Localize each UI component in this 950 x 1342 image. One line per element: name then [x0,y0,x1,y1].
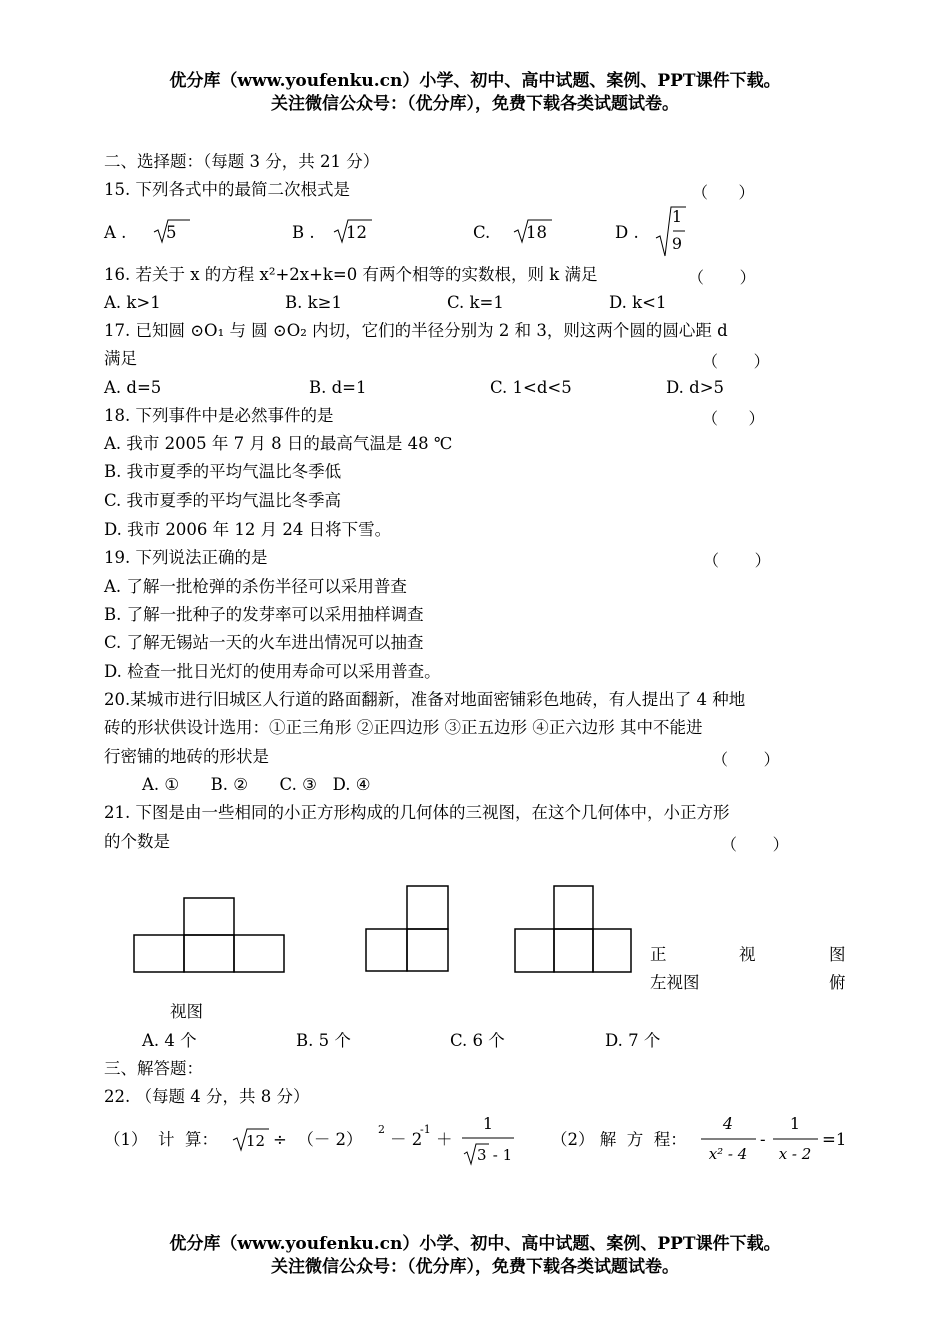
q22-part1-square-exp: 2 [378,1123,385,1136]
q20-answer-paren: （ ） [712,750,780,769]
q22-part1-minus: － 2 [390,1130,423,1149]
q18-stem: 18. 下列事件中是必然事件的是 [104,406,334,425]
q22-part2-minus: - [760,1130,766,1149]
q19-option-d: D. 检查一批日光灯的使用寿命可以采用普查。 [104,662,441,681]
q20-stem-line-2: 砖的形状供设计选用：①正三角形 ②正四边形 ③正五边形 ④正六边形 其中不能进 [104,718,703,737]
q15-option-c-label: C. [473,223,491,242]
view-label-zheng: 正 [650,945,667,964]
footer-line-2: 关注微信公众号：（优分库），免费下载各类试题试卷。 [271,1257,679,1277]
q19-option-a: A. 了解一批枪弹的杀伤半径可以采用普查 [104,577,407,596]
q22-part2-equals: =1 [822,1130,847,1149]
q15-option-d-label: D . [615,223,639,242]
q22-part1-numerator: 1 [482,1114,494,1133]
q15-option-b-label: B . [292,223,315,242]
q16-option-d: D. k<1 [609,293,667,312]
q16-stem: 16. 若关于 x 的方程 x²+2x+k=0 有两个相等的实数根，则 k 满足 [104,265,598,284]
q21-answer-paren: （ ） [721,835,789,854]
q21-option-a: A. 4 个 [142,1031,197,1050]
q15-option-d-denominator: 9 [671,234,683,253]
q22-part1-neg-exp: -1 [420,1123,431,1136]
q21-option-b: B. 5 个 [296,1031,351,1050]
q15-answer-paren: （ ） [692,183,755,202]
q17-option-b: B. d=1 [309,378,367,397]
footer-line-1: 优分库（www.youfenku.cn）小学、初中、高中试题、案例、PPT课件下载。 [169,1234,781,1254]
q22-part2-denominator-2: x - 2 [778,1145,812,1163]
q21-option-c: C. 6 个 [450,1031,505,1050]
q21-stem-line-1: 21. 下图是由一些相同的小正方形构成的几何体的三视图，在这个几何体中，小正方形 [104,803,730,822]
q19-option-c: C. 了解无锡站一天的火车进出情况可以抽查 [104,633,424,652]
q16-option-c: C. k=1 [447,293,504,312]
q15-option-c-value: 18 [526,223,547,242]
q22-part2-denominator-1: x² - 4 [708,1145,748,1163]
section-2-title: 二、选择题：（每题 3 分，共 21 分） [104,152,380,171]
q15-stem: 15. 下列各式中的最简二次根式是 [104,180,350,199]
q16-option-a: A. k>1 [104,293,161,312]
q17-stem-line-1: 17. 已知圆 ⊙O₁ 与 圆 ⊙O₂ 内切，它们的半径分别为 2 和 3，则这两个圆的圆心距 d [104,321,728,340]
q15-option-d-numerator: 1 [671,207,683,226]
q22-part2-fraction-bar-2 [772,1137,820,1141]
three-view-figure [0,870,950,990]
view-label-left-view: 左视图 [650,973,700,992]
header-line-1: 优分库（www.youfenku.cn）小学、初中、高中试题、案例、PPT课件下载。 [169,71,781,91]
q15-option-a-label: A . [104,223,127,242]
q19-option-b: B. 了解一批种子的发芽率可以采用抽样调查 [104,605,424,624]
q21-option-d: D. 7 个 [605,1031,661,1050]
q17-stem-line-2: 满足 [104,349,137,368]
q22-part2-label: （2） 解 方 程： [551,1130,687,1149]
section-3-title: 三、解答题： [104,1059,203,1078]
q18-option-d: D. 我市 2006 年 12 月 24 日将下雪。 [104,520,392,539]
q20-options: A. ① B. ② C. ③ D. ④ [142,775,371,794]
q22-part1-label: （1） 计 算： [104,1130,218,1149]
q22-part2-fraction-bar-1 [700,1137,758,1141]
view-label-top-view: 视图 [170,1002,203,1021]
q16-answer-paren: （ ） [688,268,756,287]
q22-part1-plus: ＋ [436,1130,453,1149]
q18-option-a: A. 我市 2005 年 7 月 8 日的最高气温是 48 ℃ [104,434,453,453]
q18-answer-paren: （ ） [702,409,765,428]
header-line-2: 关注微信公众号：（优分库），免费下载各类试题试卷。 [271,94,679,114]
q22-part2-numerator-2: 1 [789,1114,801,1133]
q22-stem: 22. （每题 4 分，共 8 分） [104,1087,310,1106]
q21-stem-line-2: 的个数是 [104,832,170,851]
q15-option-a-value: 5 [166,223,177,242]
q22-part2-numerator-1: 4 [722,1114,734,1133]
top-view [515,886,631,972]
view-label-fu: 俯 [829,973,846,992]
q22-part1-den-rest: - 1 [488,1146,513,1164]
front-view [134,898,284,972]
q15-option-b-value: 12 [346,223,367,242]
q22-part1-den-sqrt: 3 [477,1146,487,1164]
q16-option-b: B. k≥1 [285,293,342,312]
q19-answer-paren: （ ） [703,551,771,570]
q18-option-b: B. 我市夏季的平均气温比冬季低 [104,462,342,481]
q19-stem: 19. 下列说法正确的是 [104,548,268,567]
q22-part1-sqrt-value: 12 [246,1132,266,1150]
q17-option-d: D. d>5 [666,378,725,397]
q17-answer-paren: （ ） [702,352,770,371]
left-view [366,886,448,971]
view-label-shi: 视 [739,945,756,964]
view-label-tu: 图 [829,945,846,964]
q22-part1-div: ÷ （－ 2） [273,1130,363,1149]
q17-option-c: C. 1<d<5 [490,378,572,397]
q17-option-a: A. d=5 [104,378,162,397]
q18-option-c: C. 我市夏季的平均气温比冬季高 [104,491,342,510]
q20-stem-line-3: 行密铺的地砖的形状是 [104,747,269,766]
q20-stem-line-1: 20.某城市进行旧城区人行道的路面翻新，准备对地面密铺彩色地砖，有人提出了 4 种地 [104,690,746,709]
